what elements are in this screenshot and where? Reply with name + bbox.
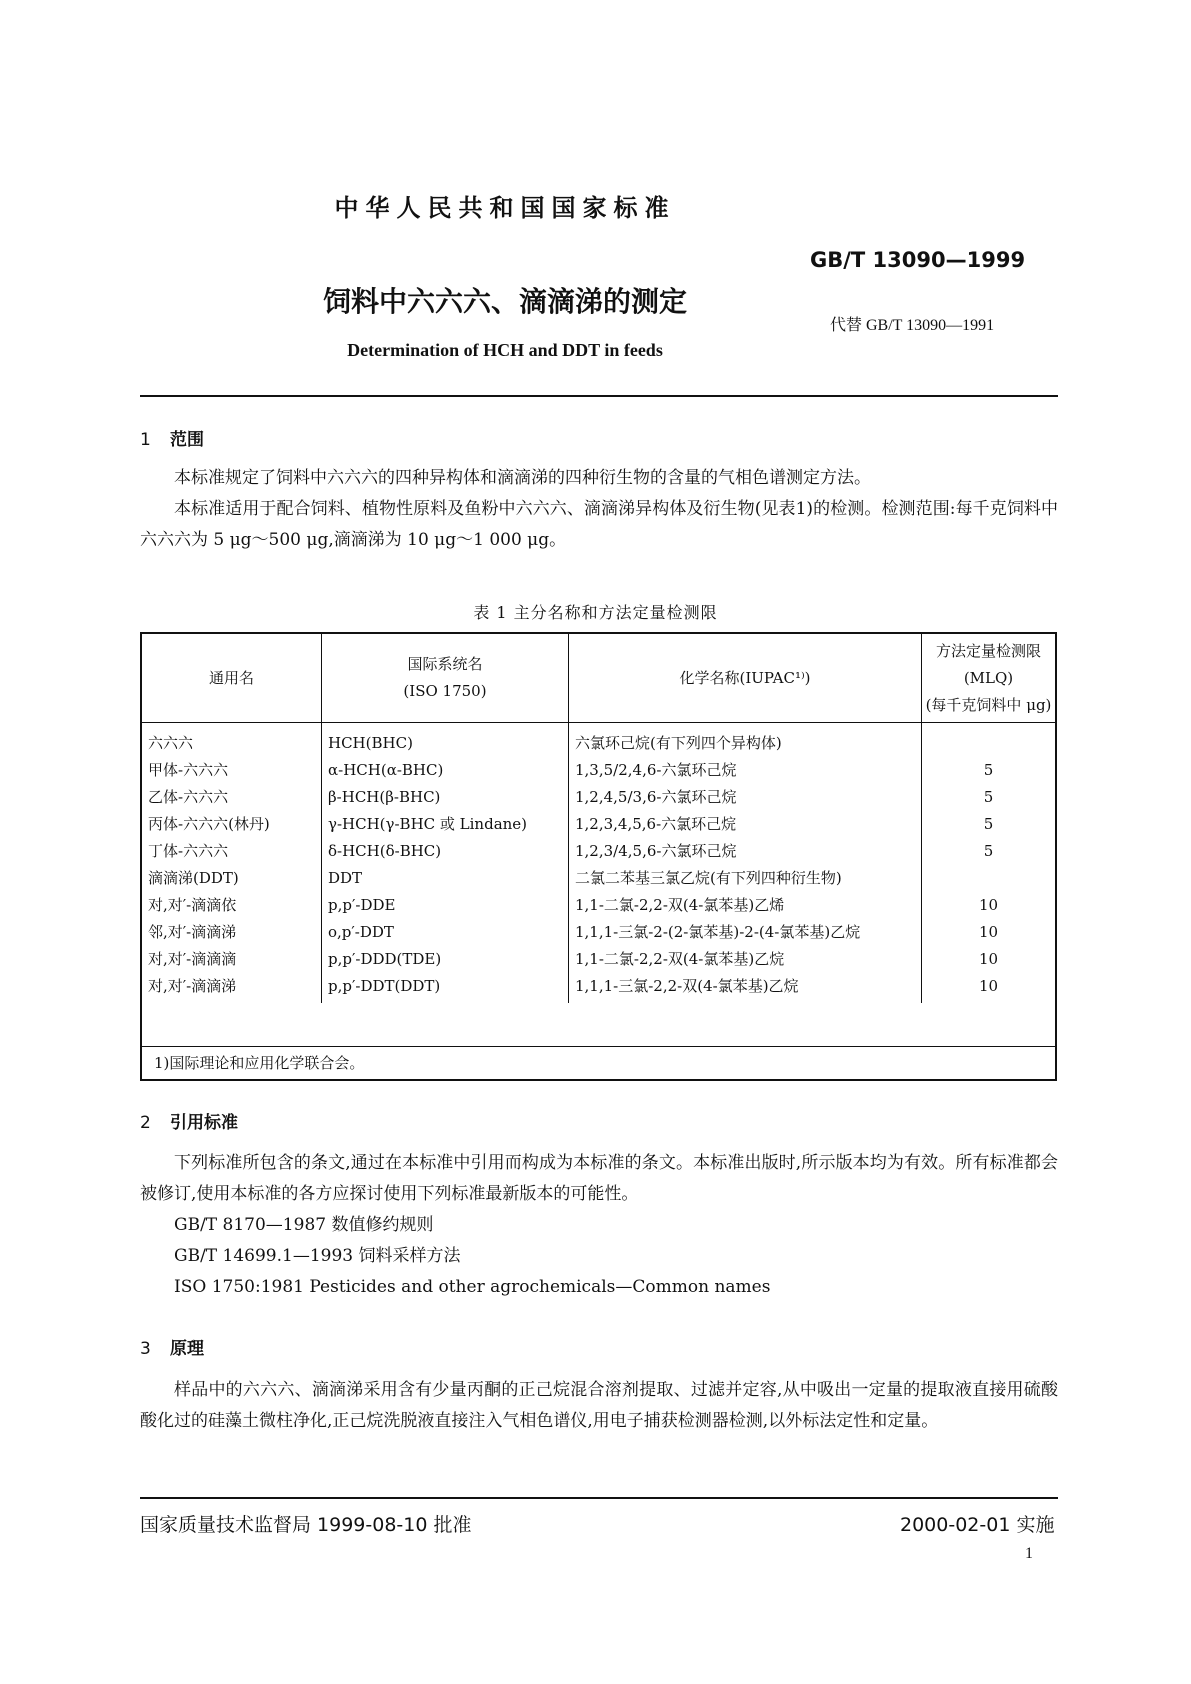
header-divider — [140, 395, 1058, 397]
reference-1: GB/T 8170—1987 数值修约规则 — [174, 1215, 434, 1235]
section-1-title: 范围 — [170, 430, 204, 450]
table-row: 滴滴涕(DDT) DDT 二氯二苯基三氯乙烷(有下列四种衍生物) — [142, 865, 1055, 892]
table-1-grid — [142, 634, 1055, 1003]
standard-title: 中华人民共和国国家标准 — [334, 194, 676, 222]
section-3-heading — [140, 1334, 204, 1359]
table-row: 对,对′-滴滴依 p,p′-DDE 1,1-二氯-2,2-双(4-氯苯基)乙烯 10 — [142, 892, 1055, 919]
footer-divider — [140, 1497, 1058, 1499]
effective-date: 2000-02-01 实施 — [900, 1514, 1055, 1536]
replaces-note: 代替 GB/T 13090—1991 — [830, 317, 995, 334]
section-2-heading — [140, 1108, 238, 1133]
table-row: 邻,对′-滴滴涕 o,p′-DDT 1,1,1-三氯-2-(2-氯苯基)-2-(4-氯苯基)乙烷 10 — [142, 919, 1055, 946]
section-3-title: 原理 — [170, 1339, 204, 1359]
document-title: 饲料中六六六、滴滴涕的测定 — [322, 285, 687, 318]
section-3-number: 3 — [140, 1339, 151, 1359]
section-1-body — [140, 463, 1058, 556]
table-row: 乙体-六六六 β-HCH(β-BHC) 1,2,4,5/3,6-六氯环己烷 5 — [142, 784, 1055, 811]
table-row: 丙体-六六六(林丹) γ-HCH(γ-BHC 或 Lindane) 1,2,3,4,5,6-六氯环己烷 5 — [142, 811, 1055, 838]
table-row: 六六六 HCH(BHC) 六氯环己烷(有下列四个异构体) — [142, 723, 1055, 758]
table-row: 丁体-六六六 δ-HCH(δ-BHC) 1,2,3/4,5,6-六氯环己烷 5 — [142, 838, 1055, 865]
page-number: 1 — [1025, 1545, 1033, 1562]
header-chemical-name: 化学名称(IUPAC¹⁾) — [569, 634, 922, 723]
table-row: 对,对′-滴滴涕 p,p′-DDT(DDT) 1,1,1-三氯-2,2-双(4-氯苯基)乙烷 10 — [142, 973, 1055, 1003]
section-2-paragraph-1: 下列标准所包含的条文,通过在本标准中引用而构成为本标准的条文。本标准出版时,所示版本均为有效。所有标准都会被修订,使用本标准的各方应探讨使用下列标准最新版本的可能性。 — [140, 1153, 1058, 1204]
section-1-paragraph-2: 本标准适用于配合饲料、植物性原料及鱼粉中六六六、滴滴涕异构体及衍生物(见表1)的检测。检测范围:每千克饲料中六六六为 5 μg～500 μg,滴滴涕为 10 μg～1 000 μg。 — [140, 499, 1058, 550]
header-common-name: 通用名 — [142, 634, 322, 723]
reference-3: ISO 1750:1981 Pesticides and other agrochemicals—Common names — [174, 1277, 771, 1297]
approval-note: 国家质量技术监督局 1999-08-10 批准 — [140, 1514, 472, 1536]
header-mlq: 方法定量检测限 (MLQ) (每千克饲料中 μg) — [922, 634, 1056, 723]
section-3-body — [140, 1375, 1058, 1437]
document-title-english: Determination of HCH and DDT in feeds — [347, 340, 663, 360]
table-1-footnote: 1)国际理论和应用化学联合会。 — [142, 1046, 1055, 1080]
table-header-row — [142, 634, 1055, 723]
section-1-paragraph-1: 本标准规定了饲料中六六六的四种异构体和滴滴涕的四种衍生物的含量的气相色谱测定方法。 — [174, 468, 871, 488]
reference-2: GB/T 14699.1—1993 饲料采样方法 — [174, 1246, 461, 1266]
table-1 — [140, 632, 1057, 1081]
section-2-body — [140, 1148, 1058, 1303]
table-row: 甲体-六六六 α-HCH(α-BHC) 1,3,5/2,4,6-六氯环己烷 5 — [142, 757, 1055, 784]
section-3-paragraph-1: 样品中的六六六、滴滴涕采用含有少量丙酮的正己烷混合溶剂提取、过滤并定容,从中吸出一定量的提取液直接用硫酸酸化过的硅藻土微柱净化,正己烷洗脱液直接注入气相色谱仪,用电子捕获检测器检测,以外标法定性和定量。 — [140, 1380, 1058, 1431]
section-2-title: 引用标准 — [170, 1113, 238, 1133]
header-iso-name: 国际系统名 (ISO 1750) — [322, 634, 569, 723]
section-1-number: 1 — [140, 430, 151, 450]
section-1-heading — [140, 425, 204, 450]
table-row: 对,对′-滴滴滴 p,p′-DDD(TDE) 1,1-二氯-2,2-双(4-氯苯基)乙烷 10 — [142, 946, 1055, 973]
section-2-number: 2 — [140, 1113, 151, 1133]
table-1-caption: 表 1 主分名称和方法定量检测限 — [473, 603, 718, 622]
standard-code: GB/T 13090—1999 — [810, 248, 1026, 272]
